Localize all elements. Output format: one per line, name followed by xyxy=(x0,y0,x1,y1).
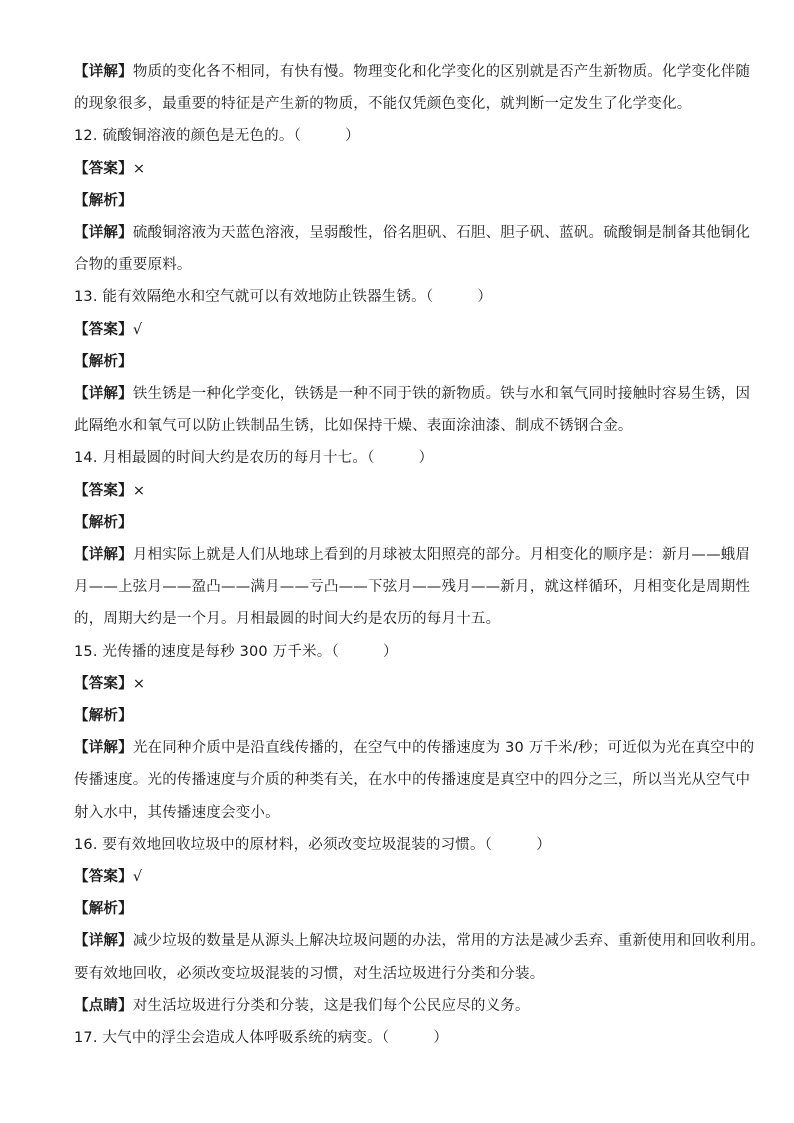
detail-tag: 【详解】 xyxy=(74,386,133,402)
answer-line xyxy=(74,159,734,179)
answer-line xyxy=(74,867,734,887)
answer-tag: 【答案】 xyxy=(74,161,133,177)
analysis-tag: 【解析】 xyxy=(74,354,133,370)
detail-text: 月——上弦月——盈凸——满月——亏凸——下弦月——残月——新月，就这样循环，月相变化是周期性 xyxy=(74,579,751,595)
detail-line xyxy=(74,545,751,565)
question-text: 16. 要有效地回收垃圾中的原材料，必须改变垃圾混装的习惯。（ ） xyxy=(74,837,551,853)
question-line xyxy=(74,1028,734,1048)
analysis-line xyxy=(74,352,734,372)
detail-text: 合物的重要原料。 xyxy=(74,257,192,273)
detail-text: 此隔绝水和氧气可以防止铁制品生锈，比如保持干燥、表面涂油漆、制成不锈钢合金。 xyxy=(74,418,633,434)
answer-line xyxy=(74,320,734,340)
detail-line xyxy=(74,384,751,404)
answer-mark: √ xyxy=(132,869,143,885)
detail-text: 减少垃圾的数量是从源头上解决垃圾问题的办法，常用的方法是减少丢弃、重新使用和回收利用。 xyxy=(132,933,765,949)
question-line xyxy=(74,287,734,307)
answer-mark: × xyxy=(132,676,146,692)
detail-line xyxy=(74,609,734,629)
answer-tag: 【答案】 xyxy=(74,869,133,885)
detail-text: 对生活垃圾进行分类和分装，这是我们每个公民应尽的义务。 xyxy=(132,998,530,1014)
detail-tag: 【详解】 xyxy=(74,64,133,80)
question-text: 15. 光传播的速度是每秒 300 万千米。（ ） xyxy=(74,644,398,660)
answer-tag: 【答案】 xyxy=(74,322,133,338)
answer-mark: × xyxy=(132,161,146,177)
detail-text: 要有效地回收，必须改变垃圾混装的习惯，对生活垃圾进行分类和分装。 xyxy=(74,966,545,982)
question-text: 14. 月相最圆的时间大约是农历的每月十七。（ ） xyxy=(74,450,434,466)
analysis-tag: 【解析】 xyxy=(74,515,133,531)
detail-line xyxy=(74,770,751,790)
question-line xyxy=(74,642,734,662)
analysis-line xyxy=(74,191,734,211)
detail-tag: 【详解】 xyxy=(74,547,133,563)
detail-line xyxy=(74,94,734,114)
analysis-line xyxy=(74,513,734,533)
question-line xyxy=(74,835,734,855)
answer-line xyxy=(74,674,734,694)
detail-line xyxy=(74,803,734,823)
detail-line xyxy=(74,931,765,951)
question-text: 12. 硫酸铜溶液的颜色是无色的。（ ） xyxy=(74,128,360,144)
detail-line xyxy=(74,223,751,243)
detail-tag: 【详解】 xyxy=(74,740,133,756)
question-text: 17. 大气中的浮尘会造成人体呼吸系统的病变。（ ） xyxy=(74,1030,449,1046)
analysis-tag: 【解析】 xyxy=(74,708,133,724)
detail-text: 月相实际上就是人们从地球上看到的月球被太阳照亮的部分。月相变化的顺序是：新月——蛾眉 xyxy=(132,547,751,563)
detail-tag: 【详解】 xyxy=(74,225,133,241)
detail-text: 光在同种介质中是沿直线传播的，在空气中的传播速度为 30 万千米/秒；可近似为光在真空中的 xyxy=(132,740,755,756)
detail-line xyxy=(74,577,751,597)
answer-mark: √ xyxy=(132,322,143,338)
detail-line xyxy=(74,255,734,275)
answer-line xyxy=(74,481,734,501)
analysis-line xyxy=(74,899,734,919)
detail-text: 射入水中，其传播速度会变小。 xyxy=(74,805,280,821)
detail-text: 传播速度。光的传播速度与介质的种类有关，在水中的传播速度是真空中的四分之三，所以当光从空气中 xyxy=(74,772,751,788)
detail-line xyxy=(74,996,734,1016)
answer-tag: 【答案】 xyxy=(74,483,133,499)
detail-tag: 【详解】 xyxy=(74,933,133,949)
analysis-tag: 【解析】 xyxy=(74,193,133,209)
analysis-tag: 【解析】 xyxy=(74,901,133,917)
analysis-line xyxy=(74,706,734,726)
detail-text: 物质的变化各不相同，有快有慢。物理变化和化学变化的区别就是否产生新物质。化学变化伴随 xyxy=(132,64,751,80)
detail-line xyxy=(74,416,734,436)
detail-text: 硫酸铜溶液为天蓝色溶液，呈弱酸性，俗名胆矾、石胆、胆子矾、蓝矾。硫酸铜是制备其他铜化 xyxy=(132,225,751,241)
question-text: 13. 能有效隔绝水和空气就可以有效地防止铁器生锈。（ ） xyxy=(74,289,493,305)
answer-tag: 【答案】 xyxy=(74,676,133,692)
answer-mark: × xyxy=(132,483,146,499)
question-line xyxy=(74,448,734,468)
detail-line xyxy=(74,738,755,758)
detail-text: 铁生锈是一种化学变化，铁锈是一种不同于铁的新物质。铁与水和氧气同时接触时容易生锈，因 xyxy=(132,386,751,402)
detail-text: 的现象很多，最重要的特征是产生新的物质，不能仅凭颜色变化，就判断一定发生了化学变化。 xyxy=(74,96,692,112)
detail-line xyxy=(74,964,734,984)
detail-text: 的，周期大约是一个月。月相最圆的时间大约是农历的每月十五。 xyxy=(74,611,501,627)
detail-tag: 【点睛】 xyxy=(74,998,133,1014)
question-line xyxy=(74,126,734,146)
detail-line xyxy=(74,62,751,82)
